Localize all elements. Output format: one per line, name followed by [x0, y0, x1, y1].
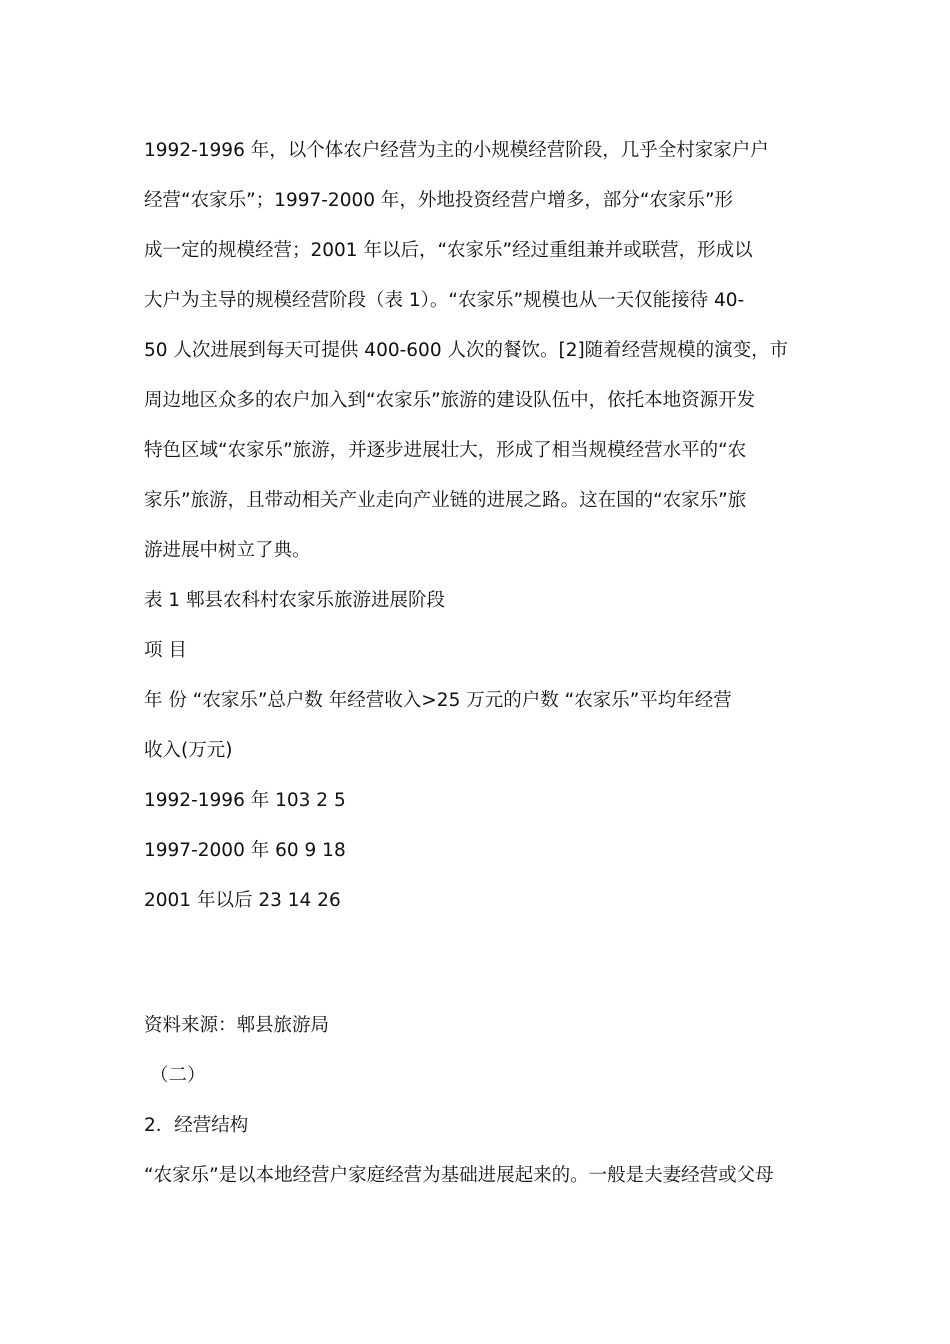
table-header-continued: 收入(万元): [144, 740, 233, 761]
paragraph-line: 1992-1996 年，以个体农户经营为主的小规模经营阶段，几乎全村家家户户: [144, 140, 769, 161]
paragraph-line: 经营“农家乐”；1997-2000 年，外地投资经营户增多，部分“农家乐”形: [144, 190, 734, 211]
table-row: 2001 年以后 23 14 26: [144, 890, 341, 911]
subheading: 2．经营结构: [144, 1115, 249, 1136]
paragraph-line: 大户为主导的规模经营阶段（表 1）。“农家乐”规模也从一天仅能接待 40-: [144, 290, 745, 311]
paragraph-line: 家乐”旅游，且带动相关产业走向产业链的进展之路。这在国的“农家乐”旅: [144, 490, 747, 511]
table-source: 资料来源：郫县旅游局: [144, 1015, 330, 1036]
table-item-label: 项 目: [144, 640, 187, 661]
paragraph-line: 50 人次进展到每天可提供 400-600 人次的餐饮。[2]随着经营规模的演变，市: [144, 340, 789, 361]
paragraph-line: “农家乐”是以本地经营户家庭经营为基础进展起来的。一般是夫妻经营或父母: [144, 1165, 774, 1186]
table-caption: 表 1 郫县农科村农家乐旅游进展阶段: [144, 590, 446, 611]
paragraph-line: 特色区域“农家乐”旅游，并逐步进展壮大，形成了相当规模经营水平的“农: [144, 440, 747, 461]
paragraph-line: 周边地区众多的农户加入到“农家乐”旅游的建设队伍中，依托本地资源开发: [144, 390, 756, 411]
table-row: 1992-1996 年 103 2 5: [144, 790, 346, 811]
paragraph-line: 游进展中树立了典。: [144, 540, 311, 561]
table-header: 年 份 “农家乐”总户数 年经营收入>25 万元的户数 “农家乐”平均年经营: [144, 690, 732, 711]
section-label: （二）: [150, 1065, 206, 1086]
paragraph-line: 成一定的规模经营；2001 年以后，“农家乐”经过重组兼并或联营，形成以: [144, 240, 753, 261]
table-row: 1997-2000 年 60 9 18: [144, 840, 346, 861]
